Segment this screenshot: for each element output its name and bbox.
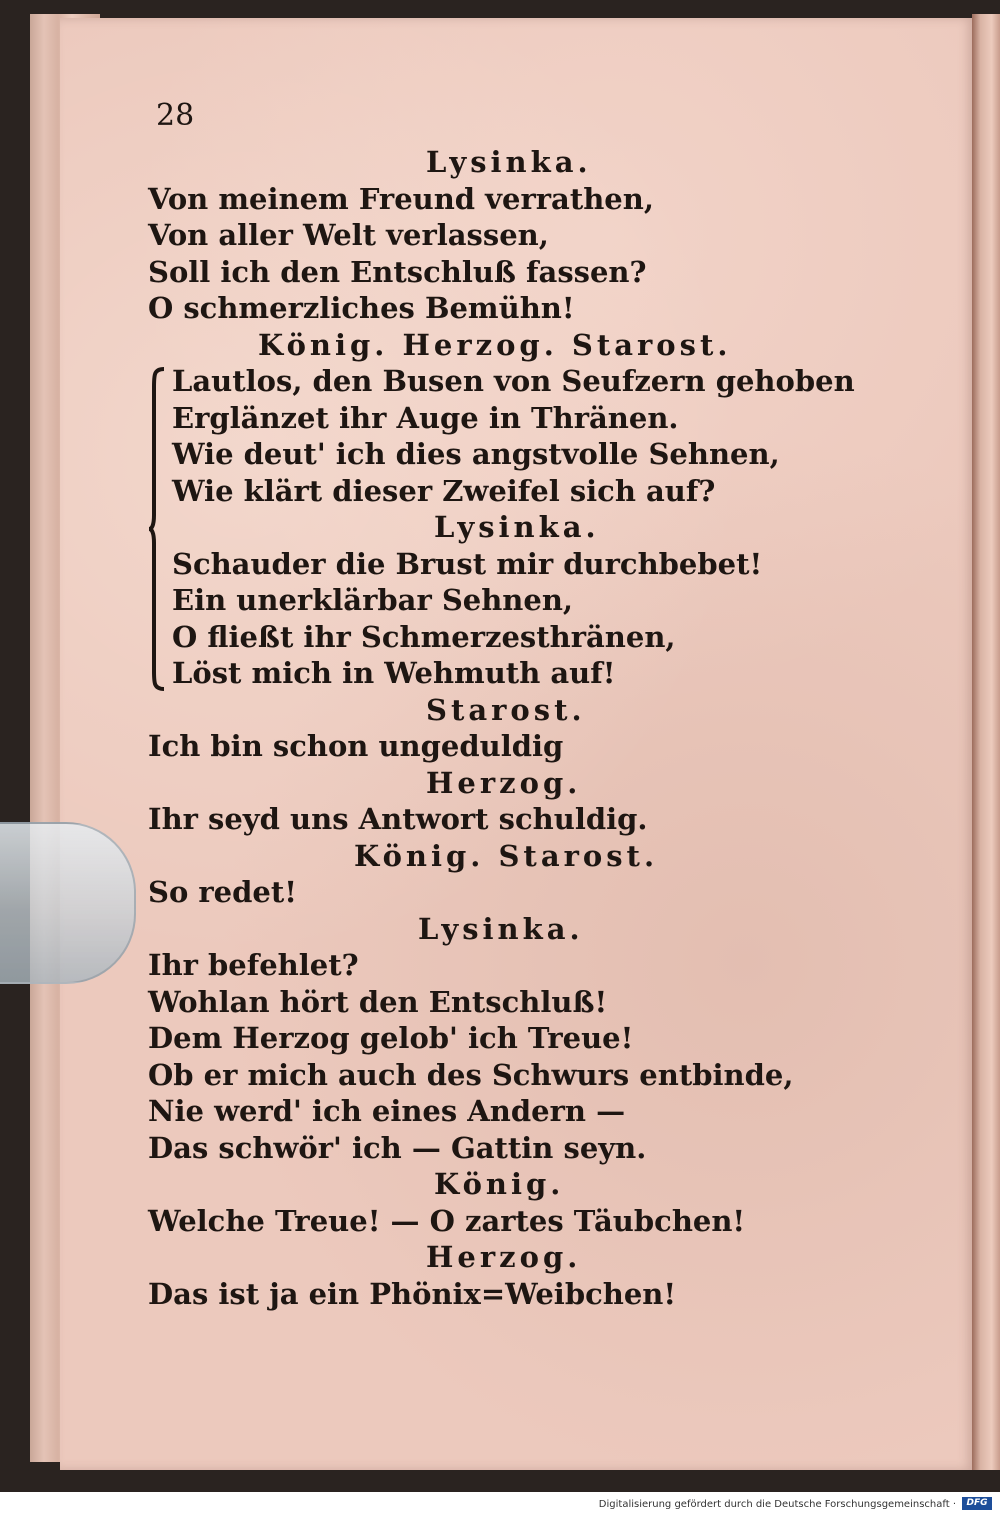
- speaker-heading: König. Starost.: [354, 838, 659, 873]
- verse-line: Von aller Welt verlassen,: [148, 218, 549, 252]
- verse-line: Von meinem Freund verrathen,: [148, 181, 654, 216]
- speaker-heading: Herzog.: [426, 765, 582, 800]
- verse-line: Lautlos, den Busen von Seufzern gehoben: [172, 364, 855, 398]
- verse-line: Ob er mich auch des Schwurs entbinde,: [148, 1057, 794, 1092]
- verse-line: Ein unerklärbar Sehnen,: [172, 583, 574, 617]
- verse-line: Wie klärt dieser Zweifel sich auf?: [172, 473, 716, 508]
- footer-bar: [0, 1492, 1000, 1514]
- verse-line: Wohlan hört den Entschluß!: [148, 984, 608, 1019]
- speaker-heading: Herzog.: [426, 1240, 582, 1274]
- curly-brace-icon: [148, 367, 166, 691]
- verse-line: Löst mich in Wehmuth auf!: [172, 656, 616, 690]
- verse-line: Das schwör' ich — Gattin seyn.: [148, 1130, 647, 1165]
- verse-line: So redet!: [148, 875, 297, 909]
- speaker-heading: Starost.: [426, 692, 586, 727]
- verse-line: Ihr befehlet?: [148, 948, 359, 982]
- verse-line: Soll ich den Entschluß fassen?: [148, 254, 647, 289]
- dfg-logo-icon: DFG: [962, 1497, 992, 1510]
- verse-line: Erglänzet ihr Auge in Thränen.: [172, 400, 679, 435]
- ensemble-bracket-group: [148, 363, 855, 692]
- verse-line: Ihr seyd uns Antwort schuldig.: [148, 802, 648, 836]
- page-clip-holder: [0, 822, 136, 984]
- verse-line: Welche Treue! — O zartes Täubchen!: [148, 1203, 746, 1238]
- verse-line: O fließt ihr Schmerzesthränen,: [172, 619, 676, 654]
- speaker-heading: Lysinka.: [434, 510, 600, 544]
- page-edge-right: [972, 14, 1000, 1470]
- speaker-heading: König.: [434, 1167, 565, 1201]
- speaker-heading: Lysinka.: [426, 145, 592, 179]
- verse-line: Schauder die Brust mir durchbebet!: [172, 546, 763, 581]
- funding-credit: Digitalisierung gefördert durch die Deutsche Forschungsgemeinschaft ·: [598, 1499, 956, 1510]
- libretto-text: [148, 96, 855, 1312]
- verse-line: Dem Herzog gelob' ich Treue!: [148, 1021, 634, 1055]
- verse-line: Nie werd' ich eines Andern —: [148, 1094, 626, 1128]
- speaker-heading: König. Herzog. Starost.: [258, 327, 732, 362]
- verse-line: O schmerzliches Bemühn!: [148, 291, 575, 325]
- verse-line: Ich bin schon ungeduldig: [148, 729, 564, 763]
- page-number: 28: [156, 98, 195, 133]
- verse-line: Wie deut' ich dies angstvolle Sehnen,: [172, 437, 780, 471]
- verse-line: Das ist ja ein Phönix=Weibchen!: [148, 1276, 677, 1311]
- speaker-heading: Lysinka.: [418, 911, 584, 946]
